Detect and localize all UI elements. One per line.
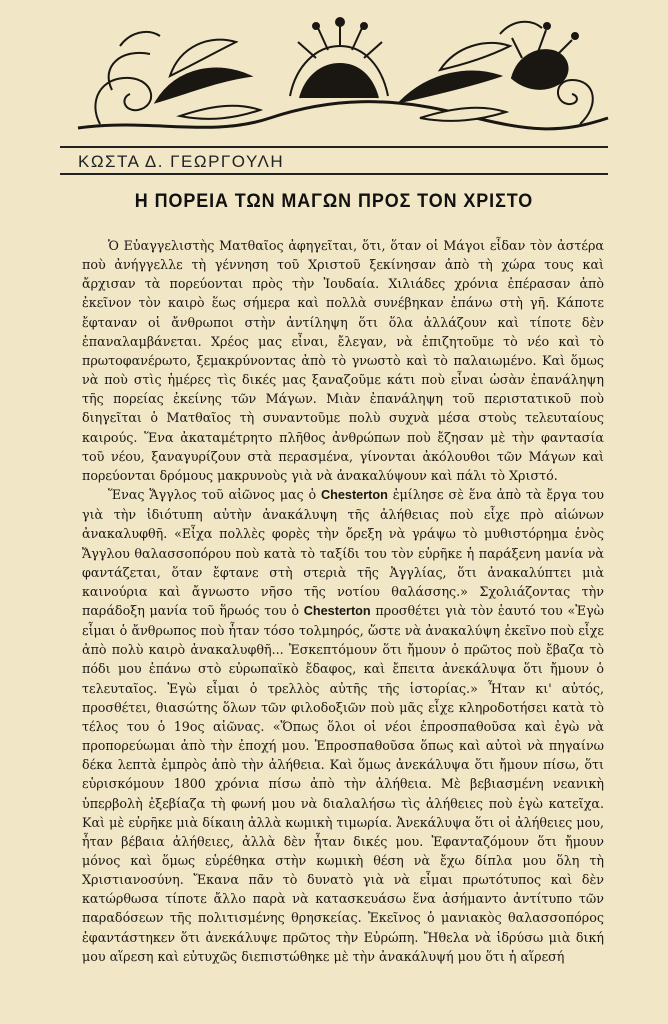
chesterton-name-2: Chesterton [303,603,371,618]
top-rule [60,146,608,148]
author-name: ΚΩΣΤΑ Δ. ΓΕΩΡΓΟΥΛΗ [78,152,285,171]
article-body [82,236,604,966]
paragraph-2-text-b: ἐμίλησε σὲ ἕνα ἀπὸ τὰ ἔργα του γιὰ τὴν ἰδιότυπη αὐτὴν ἀνακάλυψη τῆς ἀλήθειας ποὺ εἶχε πρὸ αἰώνων ἀνακαλυφθῆ. «Εἶχα πολλὲς φορὲς τὴν ὄρεξη νὰ γράψω τὸ μυθιστόρημα ἑνὸς Ἄγγλου θαλασσοπόρου ποὺ κατὰ τὸ ταξίδι του τὸν εὑρῆκε ἡ παράξενη μανία νὰ φαντάζεται, ὅταν ἔφτανε στὴ στεριὰ τῆς Ἀγγλίας, ὅτι ἀνακαλύπτει μιὰ καινούρια καὶ ἄγνωστο νῆσο τῆς νοτίου θαλάσσης.» Σχολιάζοντας τὴν παράδοξη μανία τοῦ ἥρωός του ὁ [82,487,604,618]
bottom-rule [60,173,608,175]
paragraph-1: Ὁ Εὐαγγελιστὴς Ματθαῖος ἀφηγεῖται, ὅτι, ὅταν οἱ Μάγοι εἶδαν τὸν ἀστέρα ποὺ ἀνήγγελλε τὴ γέννηση τοῦ Χριστοῦ ξεκίνησαν ἀπὸ τὴ χώρα τους καὶ ἄρχισαν τὰ πορεύονται πρὸς τὴν Ἰουδαία. Χιλιάδες χρόνια ἐπέρασαν ἀπὸ ἐκεῖνον τὸν καιρὸ ἕως σήμερα καὶ πολλὰ συνέβηκαν ἐπάνω στὴ γῆ. Κάποτε ἔφταναν οἱ ἄνθρωποι στὴν ἀντίληψη ὅτι ὅλα ἀλλάζουν καὶ τίποτε δὲν ἐπαναλαμβάνεται. Χρέος μας εἶναι, ἔλεγαν, νὰ ἐπιζητοῦμε τὸ νέο καὶ τὸ πρωτοφανέρωτο, ξεμακρύνοντας ἀπὸ τὸ γνωστὸ καὶ τὸ παλαιωμένο. Καὶ ὅμως νὰ ποὺ στὶς ἡμέρες τὶς δικές μας ξαναζοῦμε κάτι ποὺ εἶναι ὡσὰν ἐπανάληψη τῆς πορείας ἐκείνης τῶν Μάγων. Μιὰν ἐπανάληψη τοῦ περιστατικοῦ ποὺ διηγεῖται ὁ Ματθαῖος τὴ συναντοῦμε πολὺ συχνὰ μέσα στοὺς τελευταίους καιρούς. Ἕνα ἀκαταμέτρητο πλῆθος ἀνθρώπων ποὺ ἔζησαν μὲ τὴν φαντασία τοῦ νέου, ξαναγυρίζουν στὰ περασμένα, γίνονται ἀκόλουθοι τῶν Μάγων καὶ πορεύονται δρόμους μακρυνοὺς γιὰ νὰ ἀνακαλύψουν καὶ πάλι τὸ Χριστό. [82,238,604,483]
paragraph-2 [82,485,604,966]
article-title: Η ΠΟΡΕΙΑ ΤΩΝ ΜΑΓΩΝ ΠΡΟΣ ΤΟΝ ΧΡΙΣΤΟ [134,190,534,212]
paragraph-2-text-a: Ἕνας Ἄγγλος τοῦ αἰῶνος μας ὁ [108,487,321,503]
floral-ornament [60,6,620,140]
paragraph-2-text-c: προσθέτει γιὰ τὸν ἑαυτό του «Ἐγὼ εἶμαι ὁ ἄνθρωπος ποὺ ἦταν τόσο τολμηρός, ὥστε νὰ ἀνακαλύψη ἐκεῖνο ποὺ εἶχε ἀπὸ πολὺ καιρὸ ἀνακαλυφθῆ... Ἐσκεπτόμουν ὅτι ἤμουν ὁ πρῶτος ποὺ ἔβαζα τὸ πόδι μου ἐπάνω στὸ εὐρωπαϊκὸ ἔδαφος, καὶ ἔπειτα ἀνεκάλυψα ὅτι ἤμουν ὁ τελευταῖος. Ἐγὼ εἶμαι ὁ τρελλὸς αὐτῆς τῆς ἱστορίας.» Ἦταν κι' αὐτός, προσθέτει, θιασώτης ὅλων τῶν φιλοδοξιῶν ποὺ μᾶς εἶχε κληροδοτήσει κατὰ τὸ τέλος του ὁ 19ος αἰῶνας. «Ὅπως ὅλοι οἱ νέοι ἐπροσπαθοῦσα καὶ ἐγὼ νὰ προπορεύωμαι ἀπὸ τὴν ἐποχή μου. Ἐπροσπαθοῦσα ὅπως καὶ αὐτοὶ νὰ πηγαίνω δέκα λεπτὰ ἐμπρὸς ἀπὸ τὴν ἀλήθεια. Καὶ ὅμως ἀνεκάλυψα ὅτι ἤμουν πίσω, ὅτι εὑρισκόμουν 1800 χρόνια πίσω ἀπὸ τὴν ἀλήθεια. Μὲ βεβιασμένη νεανικὴ ὑπερβολὴ ἐξεβίαζα τὴ φωνή μου νὰ διαλαλήσω τὶς ἀλήθειες ποὺ ἐγὼ κατεῖχα. Καὶ μὲ εὑρῆκε μιὰ δίκαιη ἀλλὰ κωμικὴ τιμωρία. Ἀνεκάλυψα ὅτι οἱ ἀλήθειες μου, ἦταν βέβαια ἀλήθειες, ἀλλὰ δὲν ἦταν δικές μου. Ἐφανταζόμουν ὅτι ἤμουν μόνος καὶ ὅμως εὑρέθηκα στὴν κωμικὴ θέση νὰ ἔχω δίπλα μου ὅλη τὴ Χριστιανοσύνη. Ἔκανα πᾶν τὸ δυνατὸ γιὰ νὰ εἶμαι πρωτότυπος καὶ δὲν κατώρθωσα τίποτε ἄλλο παρὰ νὰ κατασκευάσω ἕνα ἀσήμαντο ἀντίτυπο τῶν παραδόσεων τῆς πολιτισμένης θρησκείας. Ἐκεῖνος ὁ μανιακὸς θαλασσοπόρος ἐφαντάστηκεν ὅτι ἀνεκάλυψε πρῶτος τὴν Εὐρώπη. Ἤθελα νὰ ἱδρύσω μιὰ δική μου αἵρεση καὶ εὐτυχῶς διεπιστώθηκε μὲ τὴν ἀνακάλυψή μου ὅτι ἡ αἵρεσή [82,602,604,964]
chesterton-name-1: Chesterton [320,488,388,503]
